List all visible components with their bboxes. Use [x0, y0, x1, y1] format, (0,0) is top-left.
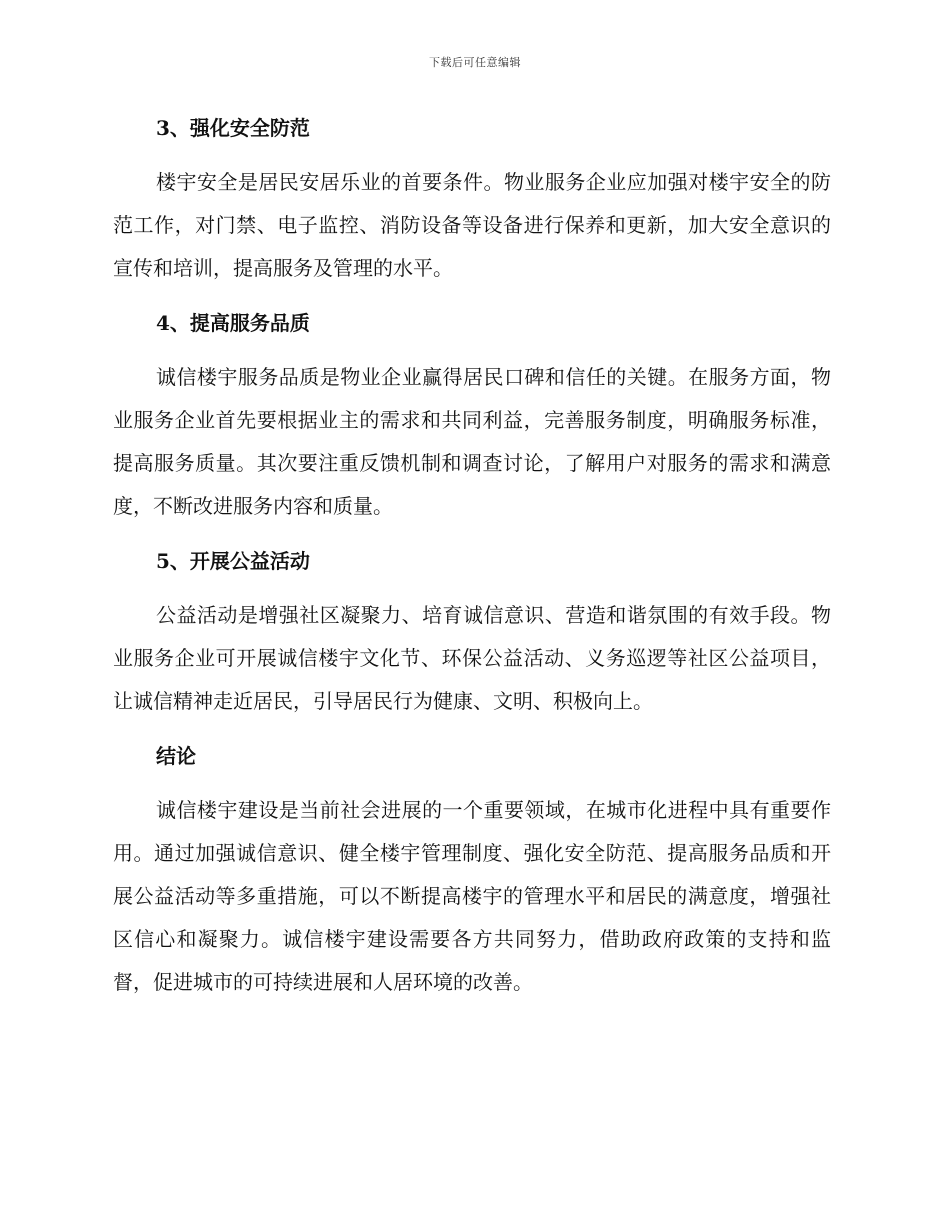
section-paragraph-security: 楼宇安全是居民安居乐业的首要条件。物业服务企业应加强对楼宇安全的防范工作，对门禁、电子监控、消防设备等设备进行保养和更新，加大安全意识的宣传和培训，提高服务及管理的水平。: [113, 170, 831, 280]
section-heading-service-quality: 4、提高服务品质: [156, 311, 310, 335]
page-header: 下载后可任意编辑: [429, 56, 521, 69]
section-paragraph-public-welfare: 公益活动是增强社区凝聚力、培育诚信意识、营造和谐氛围的有效手段。物业服务企业可开展诚信楼宇文化节、环保公益活动、义务巡逻等社区公益项目，让诚信精神走近居民，引导居民行为健康、文明、积极向上。: [113, 603, 831, 713]
document-body: [113, 108, 831, 1017]
section-heading-public-welfare: 5、开展公益活动: [156, 549, 310, 573]
section-heading-conclusion: 结论: [156, 744, 196, 768]
section-paragraph-service-quality: 诚信楼宇服务品质是物业企业赢得居民口碑和信任的关键。在服务方面，物业服务企业首先要根据业主的需求和共同利益，完善服务制度，明确服务标准，提高服务质量。其次要注重反馈机制和调查讨论，了解用户对服务的需求和满意度，不断改进服务内容和质量。: [113, 365, 831, 518]
section-heading-security: 3、强化安全防范: [156, 116, 310, 140]
section-paragraph-conclusion: 诚信楼宇建设是当前社会进展的一个重要领域，在城市化进程中具有重要作用。通过加强诚信意识、健全楼宇管理制度、强化安全防范、提高服务品质和开展公益活动等多重措施，可以不断提高楼宇的管理水平和居民的满意度，增强社区信心和凝聚力。诚信楼宇建设需要各方共同努力，借助政府政策的支持和监督，促进城市的可持续进展和人居环境的改善。: [113, 798, 831, 994]
